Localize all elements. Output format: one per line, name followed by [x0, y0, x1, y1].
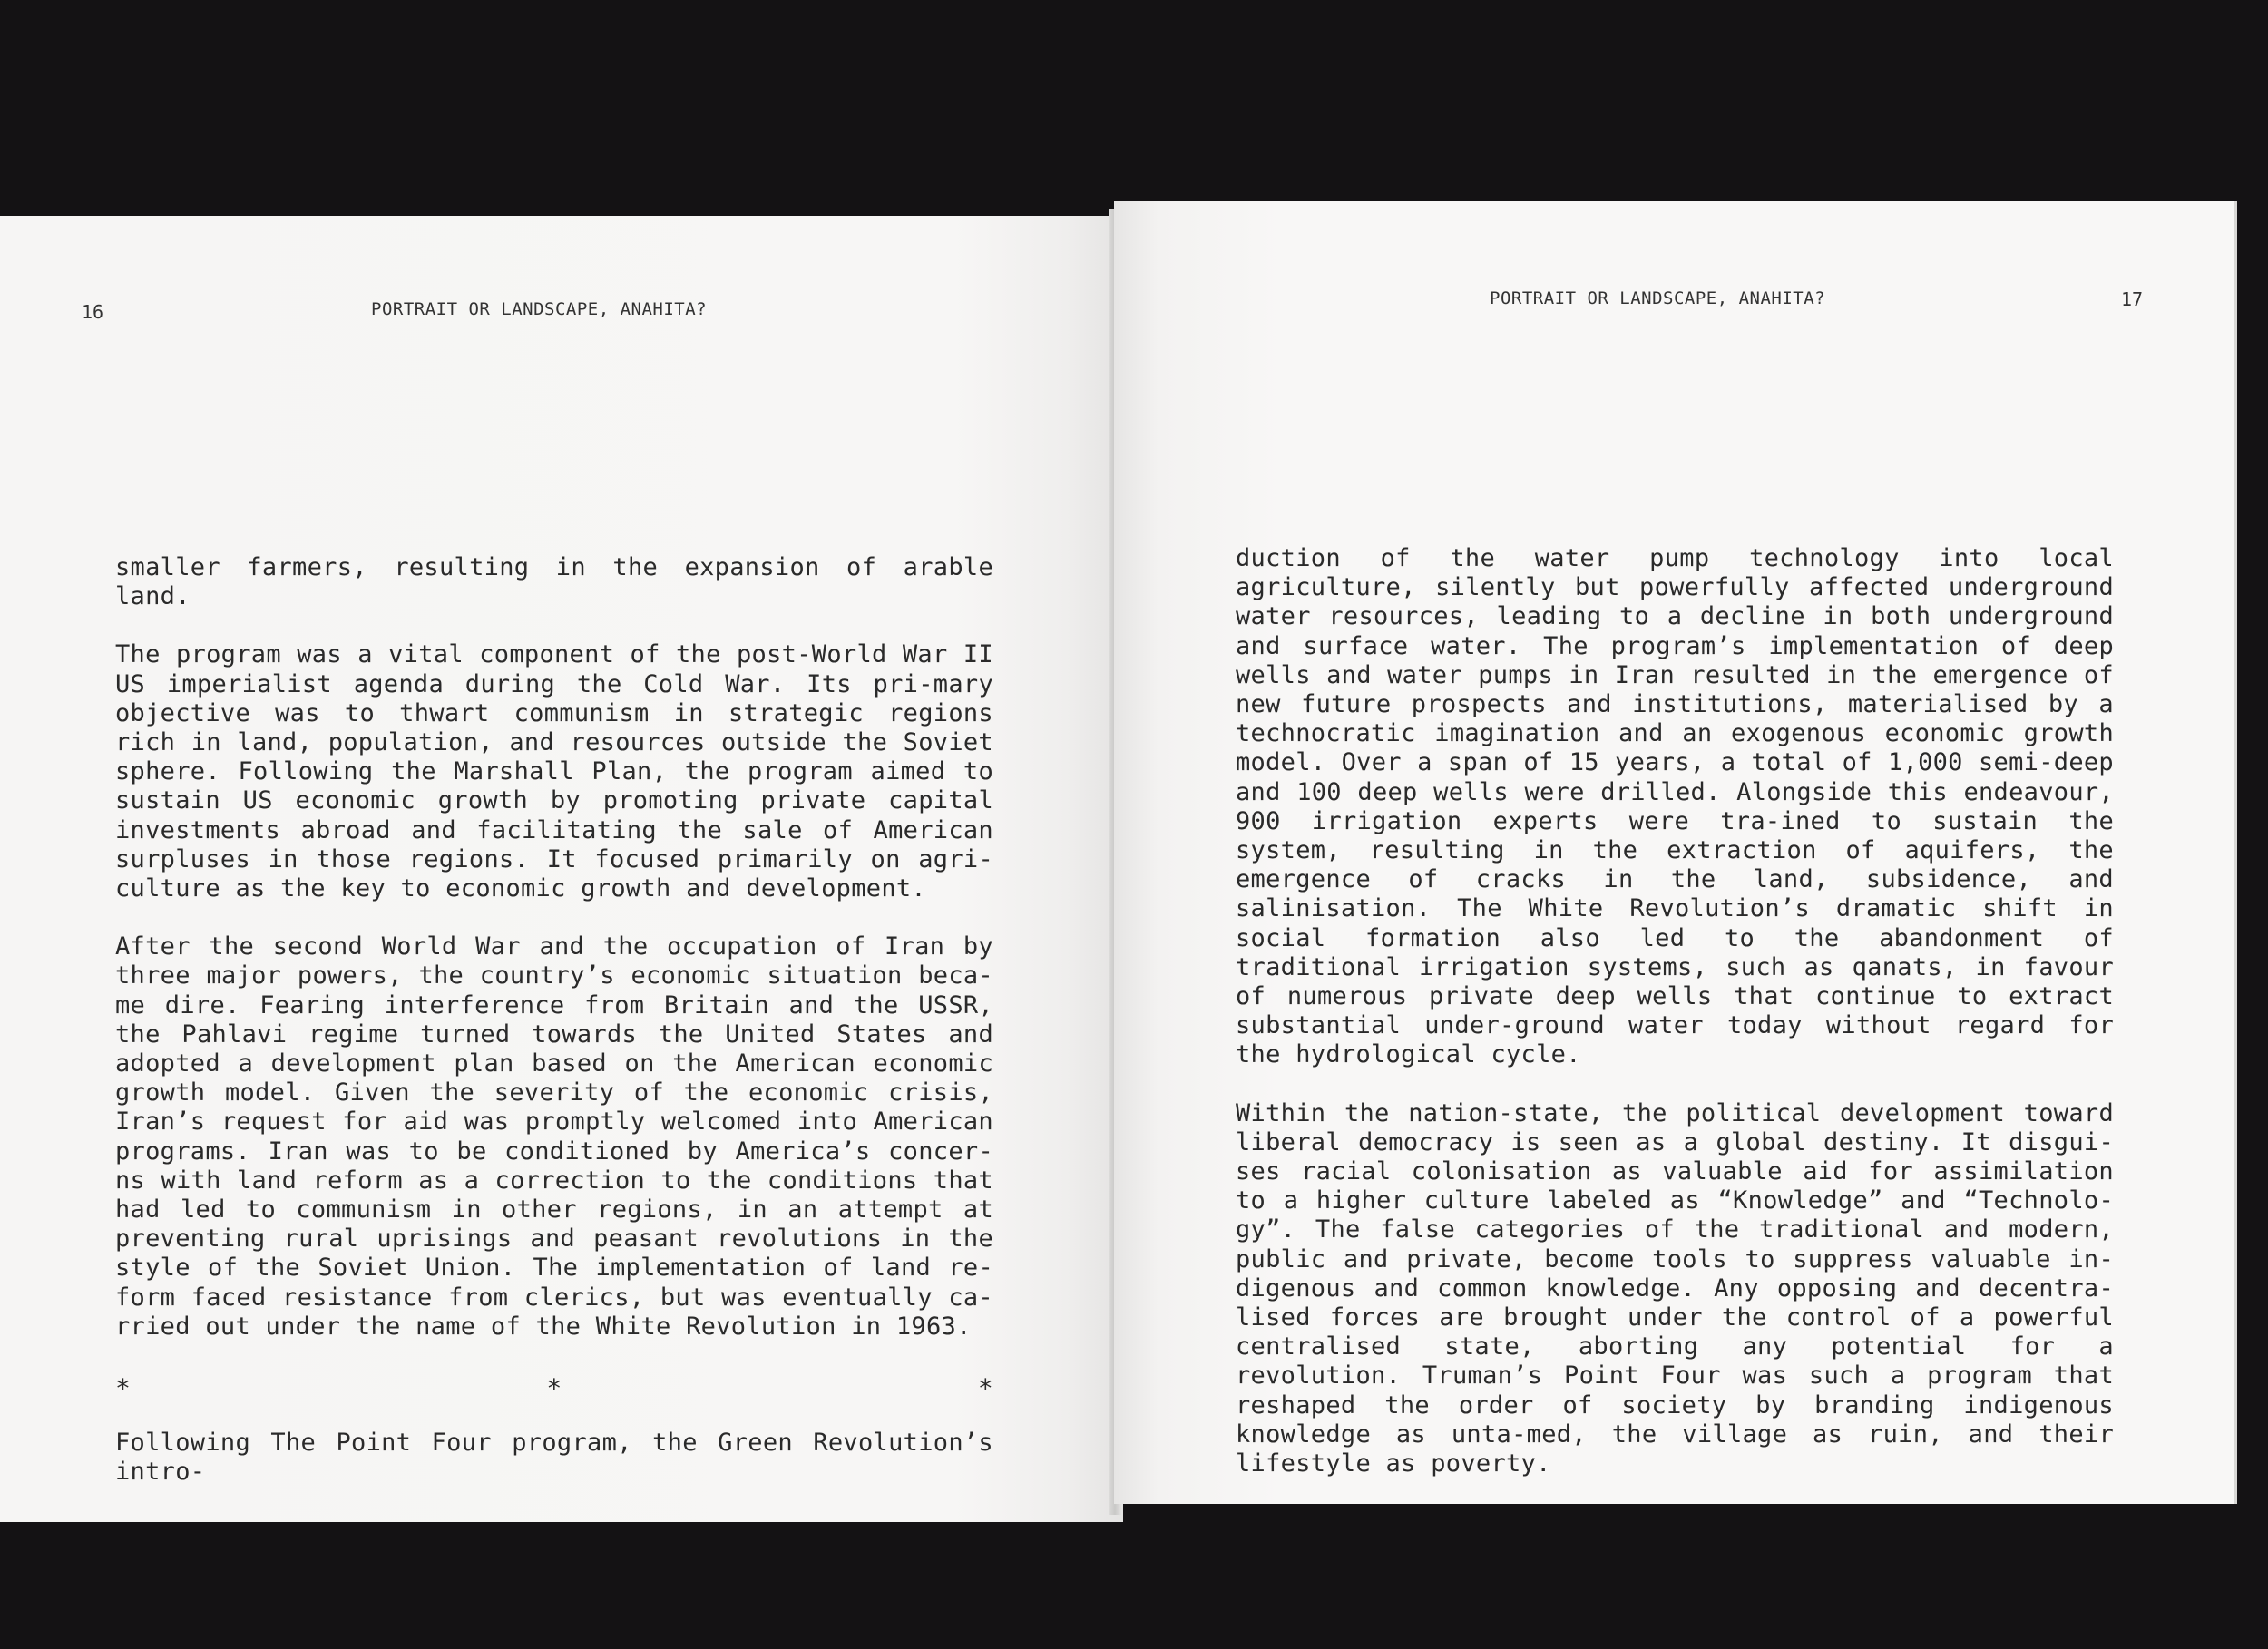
separator-star: * [977, 1373, 993, 1404]
separator-star: * [115, 1373, 132, 1404]
separator-star: * [546, 1373, 562, 1404]
paragraph: smaller farmers, resulting in the expansion of arable land. [115, 553, 993, 611]
paragraph: After the second World War and the occupation of Iran by three major powers, the country’s economic situation beca-me dire. Fearing interference from Britain and the USSR, the Pahlavi regime turned towards the United States and adopted a development plan based on the American economic growth model. Given the severity of the economic crisis, Iran’s request for aid was promptly welcomed into American programs. Iran was to be conditioned by America’s concer-ns with land reform as a correction to the conditions that had led to communism in other regions, in an attempt at preventing rural uprisings and peasant revolutions in the style of the Soviet Union. The implementation of land re-form faced resistance from clerics, but was eventually ca-rried out under the name of the White Revolution in 1963. [115, 932, 993, 1341]
running-head-right: PORTRAIT OR LANDSCAPE, ANAHITA? [1490, 288, 1826, 308]
paragraph: duction of the water pump technology into local agriculture, silently but powerfully affected underground water resources, leading to a decline in both underground and surface water. The program’s implementation of deep wells and water pumps in Iran resulted in the emergence of new future prospects and institutions, materialised by a technocratic imagination and an exogenous economic growth model. Over a span of 15 years, a total of 1,000 semi-deep and 100 deep wells were drilled. Alongside this endeavour, 900 irrigation experts were tra-ined to sustain the system, resulting in the extraction of aquifers, the emergence of cracks in the land, subsidence, and salinisation. The White Revolution’s dramatic shift in social formation also led to the abandonment of traditional irrigation systems, such as qanats, in favour of numerous private deep wells that continue to extract substantial under-ground water today without regard for the hydrological cycle. [1236, 544, 2114, 1069]
right-body-text [1236, 544, 2114, 1478]
left-page [0, 216, 1123, 1522]
page-number-left: 16 [82, 301, 104, 323]
page-number-right: 17 [2121, 288, 2144, 310]
left-body-text [115, 553, 993, 1488]
right-page [1114, 201, 2237, 1504]
closing-line: Following The Point Four program, the Green Revolution’s intro- [115, 1429, 993, 1487]
paragraph: Within the nation-state, the political development toward liberal democracy is seen as a global destiny. It disgui-ses racial colonisation as valuable aid for assimilation to a higher culture labeled as “Knowledge” and “Technolo-gy”. The false categories of the traditional and modern, public and private, become tools to suppress valuable in-digenous and common knowledge. Any opposing and decentra-lised forces are brought under the control of a powerful centralised state, aborting any potential for a revolution. Truman’s Point Four was such a program that reshaped the order of society by branding indigenous knowledge as unta-med, the village as ruin, and their lifestyle as poverty. [1236, 1098, 2114, 1478]
running-head-left: PORTRAIT OR LANDSCAPE, ANAHITA? [371, 299, 708, 319]
section-separator [115, 1371, 993, 1403]
paragraph: The program was a vital component of the post-World War II US imperialist agenda during the Cold War. Its pri-mary objective was to thwart communism in strategic regions rich in land, population, and resources outside the Soviet sphere. Following the Marshall Plan, the program aimed to sustain US economic growth by promoting private capital investments abroad and facilitating the sale of American surpluses in those regions. It focused primarily on agri-culture as the key to economic growth and development. [115, 640, 993, 903]
